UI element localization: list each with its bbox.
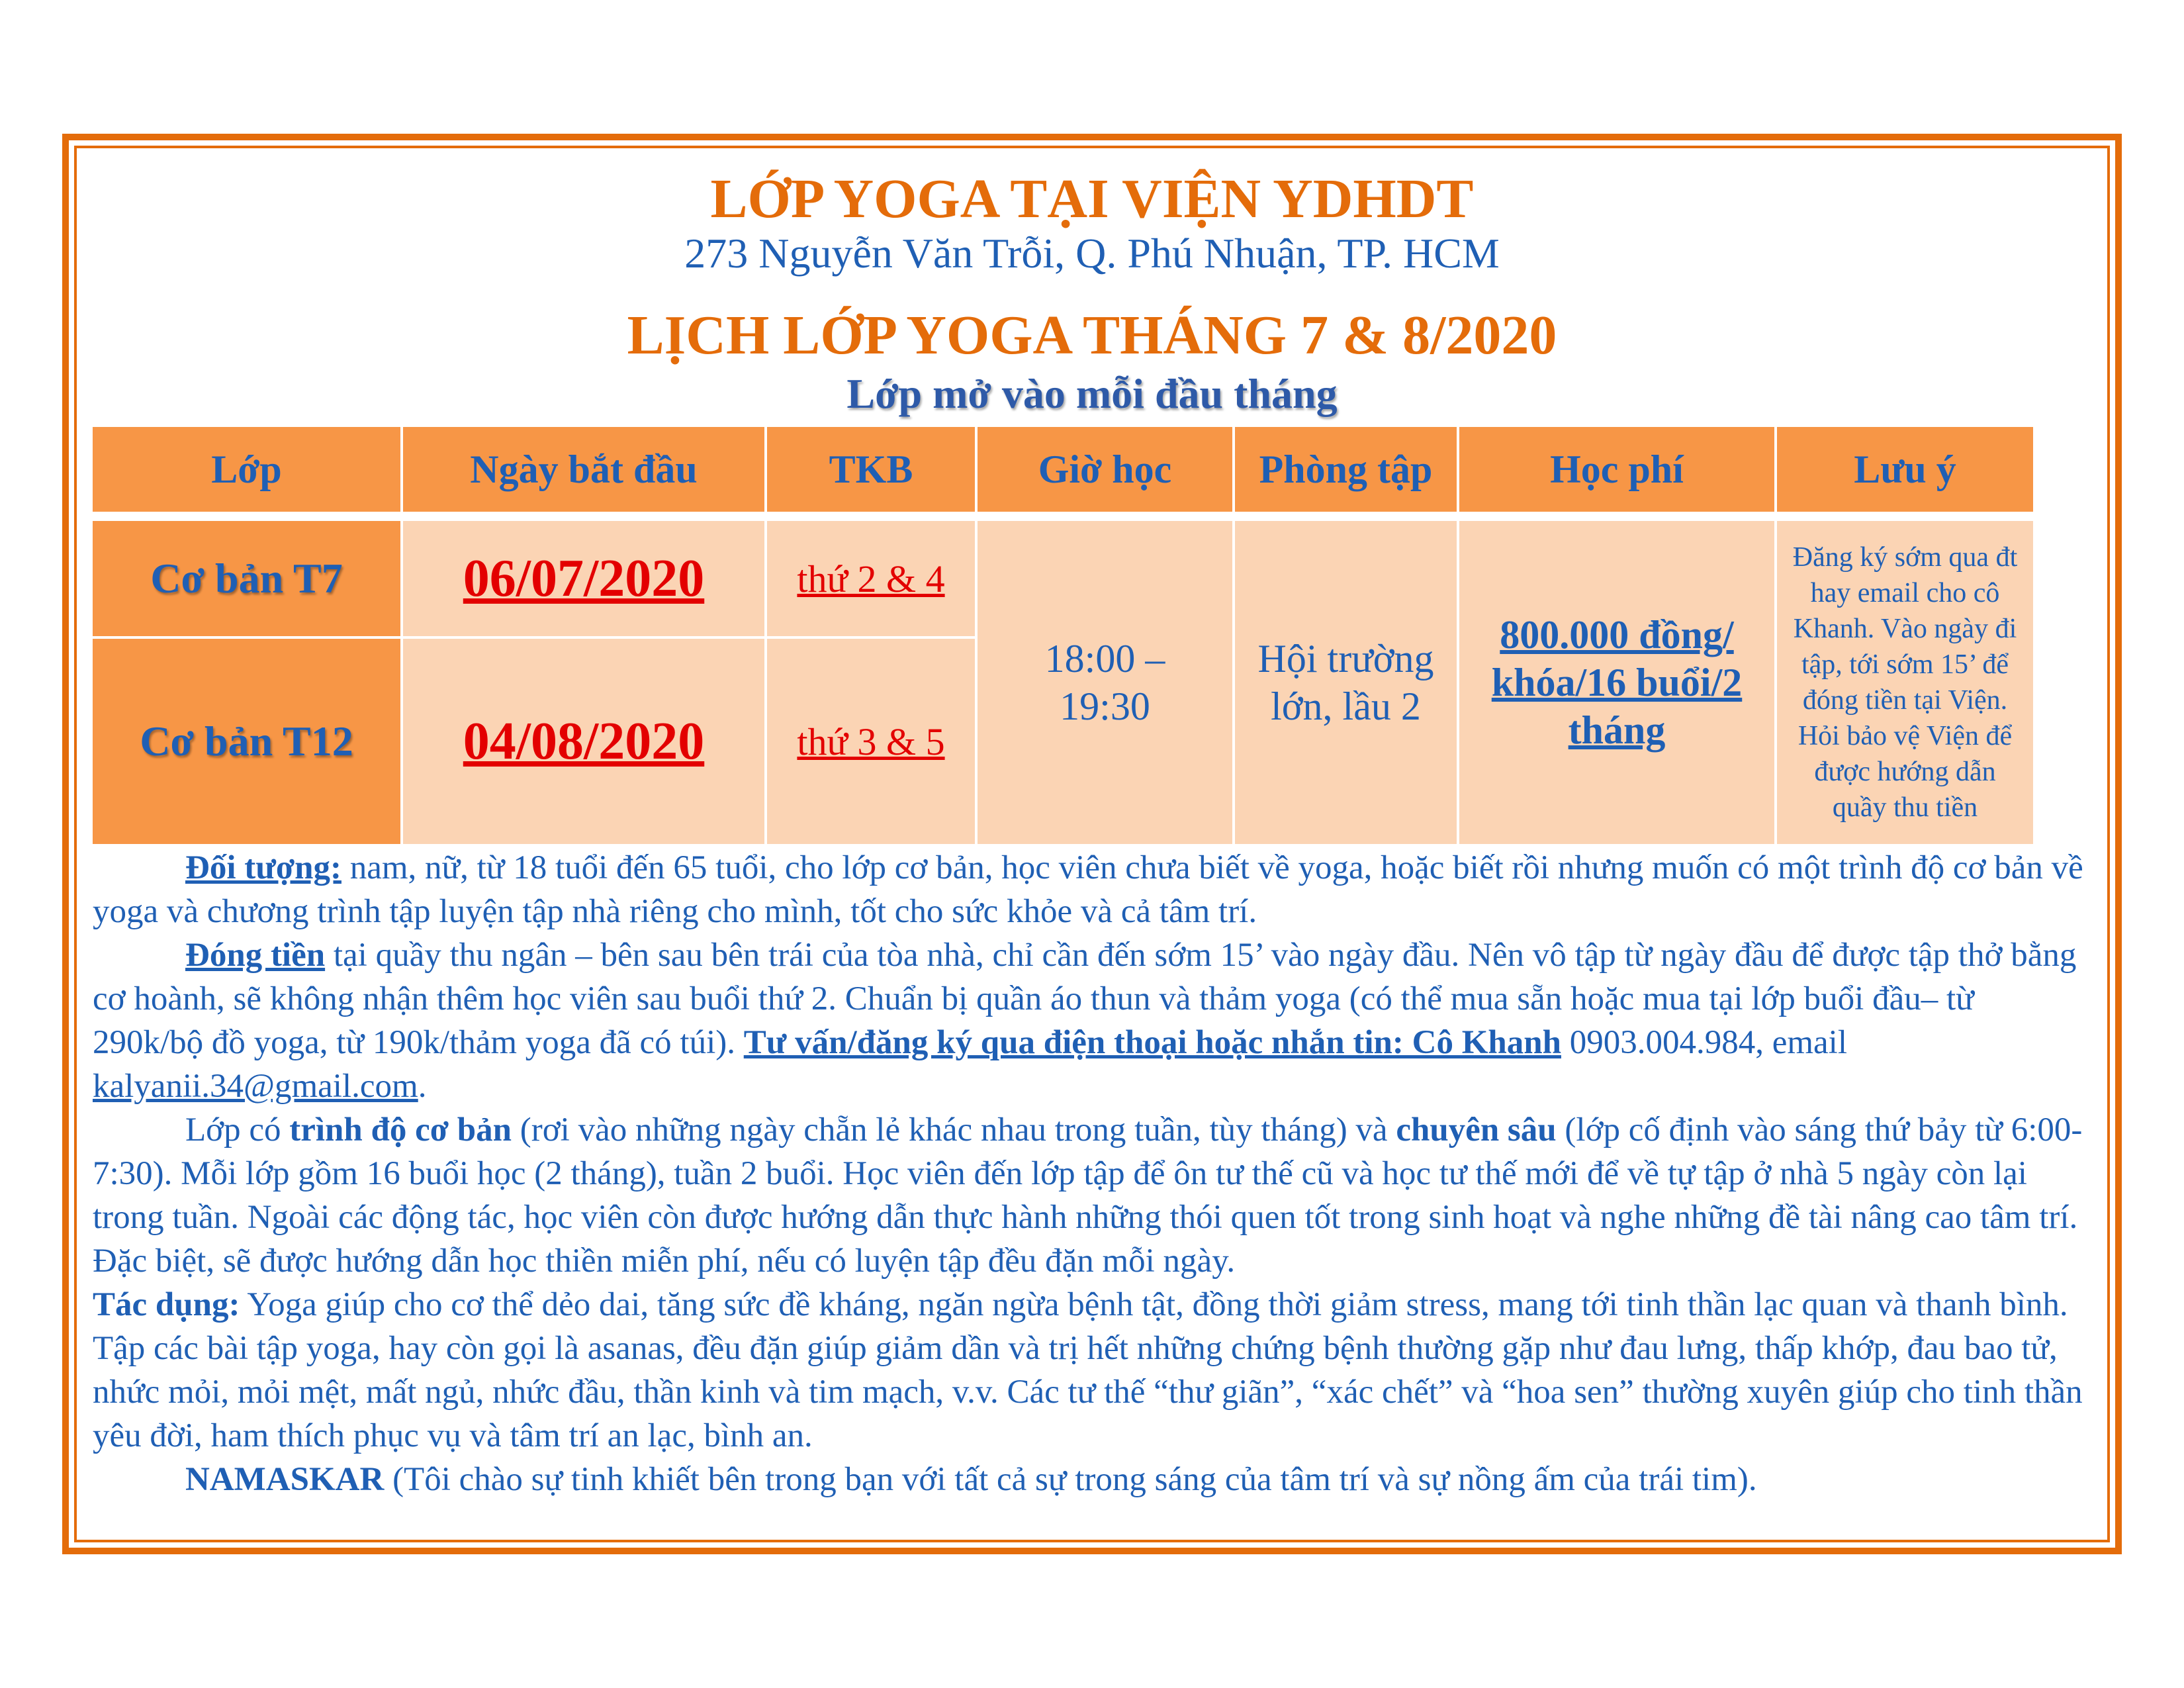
- header-cell-class: Lớp: [93, 427, 400, 512]
- header-cell-tkb: TKB: [767, 427, 975, 512]
- fee-link[interactable]: 800.000 đồng/ khóa/16 buổi/2 tháng: [1459, 521, 1774, 844]
- payment-label: Đóng tiền: [185, 937, 326, 974]
- class-time: 18:00 – 19:30: [978, 521, 1232, 844]
- namaskar-label: NAMASKAR: [185, 1461, 385, 1498]
- tkb-days: thứ 3 & 5: [767, 639, 975, 844]
- note: Đăng ký sớm qua đt hay email cho cô Khanh. Vào ngày đi tập, tới sớm 15’ để đóng tiền tại Viện. Hỏi bảo vệ Viện để được hướng dẫn quầy thu tiền: [1777, 521, 2033, 844]
- benefits-label: Tác dụng:: [93, 1286, 240, 1323]
- namaskar-paragraph: NAMASKAR (Tôi chào sự tinh khiết bên trong bạn với tất cả sự trong sáng của tâm trí và sự nồng ấm của trái tim).: [185, 1461, 1757, 1498]
- header-cell-fee: Học phí: [1459, 427, 1774, 512]
- audience-label: Đối tượng:: [185, 849, 341, 886]
- class-cell: Cơ bản T12: [93, 639, 400, 844]
- email-link[interactable]: kalyanii.34@gmail.com: [93, 1068, 418, 1105]
- benefits-paragraph: Tác dụng: Yoga giúp cho cơ thể dẻo dai, tăng sức đề kháng, ngăn ngừa bệnh tật, đồng thời giảm stress, mang tới tinh thần lạc quan và thanh bình. Tập các bài tập yoga, hay còn gọi là asanas, đều đặn giúp giảm dần và trị hết những chứng bệnh thường gặp như đau lưng, thấp khớp, đau bao tử, nhức mỏi, mỏi mệt, mất ngủ, nhức đầu, thần kinh và tim mạch, v.v. Các tư thế “thư giãn”, “xác chết” và “hoa sen” thường xuyên giúp cho tinh thần yêu đời, ham thích phục vụ và tâm trí an lạc, bình an.: [93, 1286, 2083, 1454]
- audience-paragraph: Đối tượng: nam, nữ, từ 18 tuổi đến 65 tuổi, cho lớp cơ bản, học viên chưa biết về yoga, hoặc biết rồi nhưng muốn có một trình độ cơ bản về yoga và chương trình tập luyện tập nhà riêng cho mình, tốt cho sức khỏe và cả tâm trí.: [93, 849, 2083, 930]
- column-divider: [1232, 427, 1235, 844]
- row-divider: [93, 636, 975, 639]
- header-cell-note: Lưu ý: [1777, 427, 2033, 512]
- tkb-days: thứ 2 & 4: [767, 521, 975, 636]
- start-date: 04/08/2020: [403, 639, 764, 844]
- tagline: Lớp mở vào mỗi đầu tháng: [846, 370, 1338, 417]
- page-title: LỚP YOGA TẠI VIỆN YDHDT: [710, 168, 1474, 230]
- address: 273 Nguyễn Văn Trỗi, Q. Phú Nhuận, TP. HCM: [684, 230, 1500, 277]
- header-cell-time: Giờ học: [978, 427, 1232, 512]
- row-divider: [93, 512, 2033, 521]
- column-divider: [400, 427, 403, 844]
- class-cell: Cơ bản T7: [93, 521, 400, 636]
- levels-paragraph: Lớp có trình độ cơ bản (rơi vào những ngày chẵn lẻ khác nhau trong tuần, tùy tháng) và chuyên sâu (lớp cố định vào sáng thứ bảy từ 6:00-7:30). Mỗi lớp gồm 16 buổi học (2 tháng), tuần 2 buổi. Học viên đến lớp tập để ôn tư thế cũ và học tư thế mới để về tự tập ở nhà 5 ngày còn lại trong tuần. Ngoài các động tác, học viên còn được hướng dẫn thực hành những thói quen tốt trong sinh hoạt và nghe những đề tài nâng cao tâm trí. Đặc biệt, sẽ được hướng dẫn học thiền miễn phí, nếu có luyện tập đều đặn mỗi ngày.: [93, 1111, 2083, 1280]
- column-divider: [1774, 427, 1777, 844]
- column-divider: [1457, 427, 1459, 844]
- room: Hội trường lớn, lầu 2: [1235, 521, 1457, 844]
- payment-paragraph: Đóng tiền tại quầy thu ngân – bên sau bên trái của tòa nhà, chỉ cần đến sớm 15’ vào ngày đầu. Nên vô tập từ ngày đầu để được tập thở bằng cơ hoành, sẽ không nhận thêm học viên sau buổi thứ 2. Chuẩn bị quần áo thun và thảm yoga (có thể mua sẵn hoặc mua tại lớp buổi đầu– từ 290k/bộ đồ yoga, từ 190k/thảm yoga đã có túi). Tư vấn/đăng ký qua điện thoại hoặc nhắn tin: Cô Khanh 0903.004.984, email kalyanii.34@gmail.com.: [93, 937, 2077, 1105]
- contact-link[interactable]: Tư vấn/đăng ký qua điện thoại hoặc nhắn tin: Cô Khanh: [743, 1024, 1561, 1061]
- column-divider: [764, 427, 767, 844]
- start-date: 06/07/2020: [403, 521, 764, 636]
- column-divider: [975, 427, 978, 844]
- header-cell-start-date: Ngày bắt đầu: [403, 427, 764, 512]
- header-cell-room: Phòng tập: [1235, 427, 1457, 512]
- schedule-table: [93, 427, 2033, 844]
- info-text: [93, 846, 2091, 1501]
- schedule-title: LỊCH LỚP YOGA THÁNG 7 & 8/2020: [627, 305, 1557, 366]
